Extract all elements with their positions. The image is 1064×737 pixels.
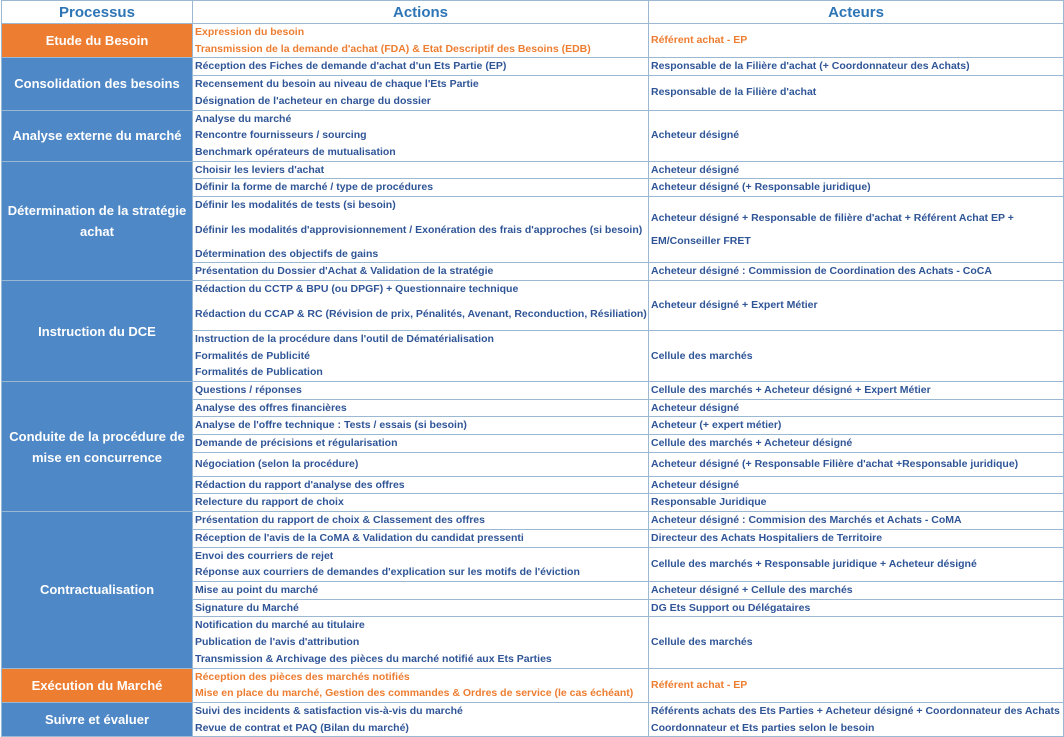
actor-item: Acheteur désigné [649, 476, 1064, 494]
actor-item: Acheteur désigné [649, 399, 1064, 417]
actor-item: Acheteur désigné + Cellule des marchés [649, 581, 1064, 599]
action-item: Rédaction du CCAP & RC (Révision de prix, Pénalités, Avenant, Reconduction, Résiliation) [195, 307, 647, 320]
actors-cell [649, 702, 1064, 736]
action-item: Définir la forme de marché / type de procédures [193, 179, 649, 197]
action-item: Réponse aux courriers de demandes d'explication sur les motifs de l'éviction [195, 566, 580, 579]
actor-item: Référent achat - EP [649, 668, 1064, 702]
actor-item: Référents achats des Ets Parties + Acheteur désigné + Coordonnateur des Achats [651, 704, 1060, 717]
actor-item: Cellule des marchés + Acheteur désigné + Expert Métier [649, 381, 1064, 399]
action-item: Mise au point du marché [193, 581, 649, 599]
process-name: Suivre et évaluer [2, 702, 193, 736]
process-row-execution [2, 668, 1064, 702]
actor-item: Directeur des Achats Hospitaliers de Territoire [649, 529, 1064, 547]
process-name: Conduite de la procédure de mise en concurrence [2, 381, 193, 511]
action-item: Envoi des courriers de rejet [195, 549, 334, 562]
action-item: Négociation (selon la procédure) [193, 452, 649, 476]
actor-item: Acheteur désigné + Responsable de filière d'achat + Référent Achat EP + EM/Conseiller FRET [649, 197, 1064, 263]
actor-item: Référent achat - EP [649, 24, 1064, 58]
header-row [2, 1, 1064, 24]
actor-item: Responsable Juridique [649, 494, 1064, 512]
actions-cell [193, 668, 649, 702]
actions-cell [193, 24, 649, 58]
action-item: Analyse de l'offre technique : Tests / essais (si besoin) [193, 417, 649, 435]
action-item: Détermination des objectifs de gains [195, 247, 379, 260]
actor-item: Cellule des marchés [649, 617, 1064, 668]
action-item: Rédaction du CCTP & BPU (ou DPGF) + Questionnaire technique [195, 283, 519, 296]
process-row-suivre [2, 702, 1064, 736]
action-item: Formalités de Publication [195, 366, 323, 379]
action-item: Réception de l'avis de la CoMA & Validation du candidat pressenti [193, 529, 649, 547]
actor-item: Acheteur désigné : Commision des Marchés et Achats - CoMA [649, 512, 1064, 530]
actor-item: Acheteur désigné : Commission de Coordination des Achats - CoCA [649, 263, 1064, 281]
action-item: Désignation de l'acheteur en charge du dossier [195, 94, 431, 107]
process-name: Exécution du Marché [2, 668, 193, 702]
actor-item: Responsable de la Filière d'achat [649, 76, 1064, 110]
actor-item: Acheteur désigné + Expert Métier [649, 281, 1064, 331]
process-row-etude-besoin [2, 24, 1064, 58]
action-item: Présentation du Dossier d'Achat & Validation de la stratégie [193, 263, 649, 281]
header-process: Processus [2, 1, 193, 24]
action-item: Formalités de Publicité [195, 349, 310, 362]
process-name: Consolidation des besoins [2, 58, 193, 110]
action-item: Rencontre fournisseurs / sourcing [195, 129, 367, 142]
process-row-instruction-dce [2, 281, 1064, 331]
process-name: Analyse externe du marché [2, 110, 193, 161]
actor-item: Acheteur désigné [649, 161, 1064, 179]
action-item: Choisir les leviers d'achat [193, 161, 649, 179]
process-name: Etude du Besoin [2, 24, 193, 58]
action-item: Notification du marché au titulaire [195, 619, 365, 632]
actions-cell [193, 617, 649, 668]
actor-item: Coordonnateur et Ets parties selon le besoin [651, 721, 875, 734]
action-item: Instruction de la procédure dans l'outil de Dématérialisation [195, 332, 494, 345]
action-item: Recensement du besoin au niveau de chaque l'Ets Partie [195, 78, 479, 91]
process-name: Instruction du DCE [2, 281, 193, 382]
process-row-strategie [2, 161, 1064, 179]
process-name: Détermination de la stratégie achat [2, 161, 193, 281]
header-actors: Acteurs [649, 1, 1064, 24]
actor-item: Acheteur (+ expert métier) [649, 417, 1064, 435]
action-item: Signature du Marché [193, 599, 649, 617]
actor-item: Cellule des marchés + Responsable juridique + Acheteur désigné [649, 547, 1064, 581]
action-item: Expression du besoin [195, 26, 305, 38]
actor-item: Acheteur désigné (+ Responsable Filière d'achat +Responsable juridique) [649, 452, 1064, 476]
action-item: Réception des pièces des marchés notifiés [195, 670, 410, 683]
actor-item: Acheteur désigné (+ Responsable juridique) [649, 179, 1064, 197]
actions-cell [193, 110, 649, 161]
process-row-consolidation [2, 58, 1064, 76]
process-row-contractualisation [2, 512, 1064, 530]
actor-item: DG Ets Support ou Délégataires [649, 599, 1064, 617]
process-name: Contractualisation [2, 512, 193, 668]
action-item: Définir les modalités d'approvisionnement / Exonération des frais d'approches (si besoin) [195, 223, 643, 236]
actions-cell [193, 547, 649, 581]
actions-cell [193, 197, 649, 263]
action-item: Publication de l'avis d'attribution [195, 636, 360, 649]
action-item: Demande de précisions et régularisation [193, 435, 649, 453]
actor-item: Cellule des marchés [649, 330, 1064, 381]
action-item: Définir les modalités de tests (si besoin) [195, 199, 396, 212]
action-item: Analyse du marché [195, 112, 292, 125]
actor-item: Cellule des marchés + Acheteur désigné [649, 435, 1064, 453]
process-row-conduite [2, 381, 1064, 399]
actions-cell [193, 330, 649, 381]
action-item: Présentation du rapport de choix & Classement des offres [193, 512, 649, 530]
header-actions: Actions [193, 1, 649, 24]
action-item: Suivi des incidents & satisfaction vis-à-vis du marché [195, 704, 463, 717]
actions-cell [193, 281, 649, 331]
actions-cell [193, 76, 649, 110]
actor-item: Responsable de la Filière d'achat (+ Coordonnateur des Achats) [649, 58, 1064, 76]
process-row-analyse-externe [2, 110, 1064, 161]
action-item: Transmission de la demande d'achat (FDA) & Etat Descriptif des Besoins (EDB) [195, 42, 591, 55]
action-item: Transmission & Archivage des pièces du marché notifié aux Ets Parties [195, 652, 552, 665]
action-item: Réception des Fiches de demande d'achat d'un Ets Partie (EP) [193, 58, 649, 76]
actions-cell [193, 702, 649, 736]
action-item: Mise en place du marché, Gestion des commandes & Ordres de service (le cas échéant) [195, 687, 634, 700]
action-item: Relecture du rapport de choix [193, 494, 649, 512]
action-item: Rédaction du rapport d'analyse des offres [193, 476, 649, 494]
action-item: Analyse des offres financières [193, 399, 649, 417]
action-item: Benchmark opérateurs de mutualisation [195, 145, 396, 158]
action-item: Revue de contrat et PAQ (Bilan du marché) [195, 721, 409, 734]
procurement-process-table [1, 0, 1064, 737]
actor-item: Acheteur désigné [649, 110, 1064, 161]
action-item: Questions / réponses [193, 381, 649, 399]
